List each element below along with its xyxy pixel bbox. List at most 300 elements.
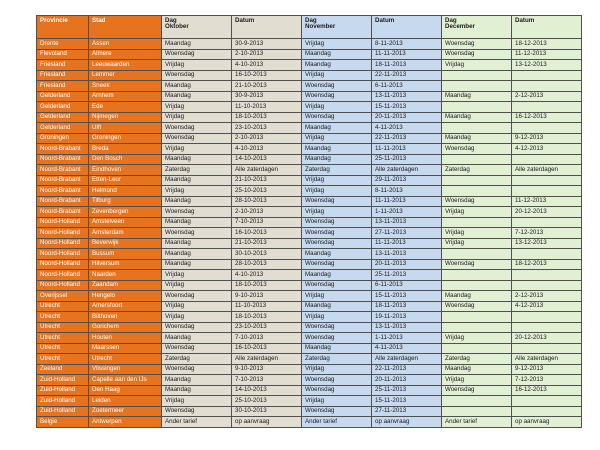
header-line1: Dag <box>445 17 457 24</box>
datum-november-cell: 15-11-2013 <box>372 291 442 302</box>
table-row <box>37 81 582 92</box>
dag-december-cell: Vrijdag <box>442 228 512 239</box>
stad-cell: Etten-Leur <box>89 175 162 186</box>
dag-november-cell: Maandag <box>302 123 372 134</box>
dag-november-cell: Vrijdag <box>302 186 372 197</box>
dag-november-cell: Maandag <box>302 270 372 281</box>
dag-november-cell: Maandag <box>302 144 372 155</box>
dag-december-cell: Maandag <box>442 91 512 102</box>
dag-december-cell <box>442 102 512 113</box>
datum-november-cell: 18-11-2013 <box>372 301 442 312</box>
dag-november-cell: Ander tarief <box>302 417 372 428</box>
dag-december-cell <box>442 406 512 417</box>
table-row <box>37 49 582 60</box>
dag-november-cell: Woensdag <box>302 385 372 396</box>
dag-december-cell: Woensdag <box>442 196 512 207</box>
header-cell-datum-december <box>512 16 582 39</box>
dag-december-cell: Woensdag <box>442 385 512 396</box>
table-row <box>37 39 582 50</box>
table-row <box>37 406 582 417</box>
datum-oktober-cell: 16-10-2013 <box>232 228 302 239</box>
table-row <box>37 396 582 407</box>
datum-november-cell: 25-11-2013 <box>372 154 442 165</box>
header-cell-datum-november <box>372 16 442 39</box>
datum-oktober-cell: 28-10-2013 <box>232 196 302 207</box>
datum-november-cell: 27-11-2013 <box>372 406 442 417</box>
provincie-cell: Gelderland <box>37 91 89 102</box>
dag-november-cell: Woensdag <box>302 375 372 386</box>
dag-december-cell <box>442 175 512 186</box>
stad-cell: Amsterdam <box>89 228 162 239</box>
dag-november-cell: Vrijdag <box>302 70 372 81</box>
dag-november-cell: Woensdag <box>302 322 372 333</box>
table-row <box>37 112 582 123</box>
dag-december-cell: Vrijdag <box>442 238 512 249</box>
dag-december-cell: Maandag <box>442 291 512 302</box>
datum-oktober-cell: 7-10-2013 <box>232 375 302 386</box>
datum-november-cell: 25-11-2013 <box>372 385 442 396</box>
dag-oktober-cell: Maandag <box>162 375 232 386</box>
dag-december-cell: Woensdag <box>442 49 512 60</box>
dag-december-cell <box>442 81 512 92</box>
dag-december-cell: Zaterdag <box>442 354 512 365</box>
dag-oktober-cell: Maandag <box>162 238 232 249</box>
table-row <box>37 375 582 386</box>
dag-oktober-cell: Maandag <box>162 154 232 165</box>
provincie-cell: Noord-Brabant <box>37 165 89 176</box>
datum-oktober-cell: 30-10-2013 <box>232 249 302 260</box>
datum-december-cell <box>512 81 582 92</box>
dag-december-cell: Woensdag <box>442 144 512 155</box>
dag-oktober-cell: Vrijdag <box>162 270 232 281</box>
dag-oktober-cell: Woensdag <box>162 70 232 81</box>
stad-cell: Almere <box>89 49 162 60</box>
header-cell-datum-oktober <box>232 16 302 39</box>
provincie-cell: Utrecht <box>37 354 89 365</box>
datum-oktober-cell: 2-10-2013 <box>232 133 302 144</box>
schedule-table-body <box>37 16 582 428</box>
dag-december-cell <box>442 396 512 407</box>
dag-december-cell <box>442 312 512 323</box>
stad-cell: Tilburg <box>89 196 162 207</box>
header-line2: December <box>445 23 475 31</box>
table-row <box>37 102 582 113</box>
stad-cell: Gorichem <box>89 322 162 333</box>
table-row <box>37 333 582 344</box>
dag-november-cell: Maandag <box>302 154 372 165</box>
stad-cell: Ulft <box>89 123 162 134</box>
datum-december-cell: Alle zaterdagen <box>512 165 582 176</box>
provincie-cell: Noord-Brabant <box>37 144 89 155</box>
datum-oktober-cell: 18-10-2013 <box>232 280 302 291</box>
stad-cell: Den Haag <box>89 385 162 396</box>
table-row <box>37 385 582 396</box>
datum-december-cell: 16-12-2013 <box>512 385 582 396</box>
dag-november-cell: Woensdag <box>302 112 372 123</box>
stad-cell: Zevenbergen <box>89 207 162 218</box>
datum-december-cell: 11-12-2013 <box>512 196 582 207</box>
datum-december-cell <box>512 396 582 407</box>
provincie-cell: Gelderland <box>37 123 89 134</box>
dag-december-cell: Vrijdag <box>442 375 512 386</box>
datum-december-cell: 2-12-2013 <box>512 91 582 102</box>
table-row <box>37 91 582 102</box>
datum-november-cell: 13-11-2013 <box>372 322 442 333</box>
dag-oktober-cell: Vrijdag <box>162 60 232 71</box>
dag-december-cell: Woensdag <box>442 39 512 50</box>
datum-oktober-cell: 7-10-2013 <box>232 333 302 344</box>
datum-oktober-cell: 21-10-2013 <box>232 175 302 186</box>
table-row <box>37 312 582 323</box>
datum-december-cell <box>512 70 582 81</box>
datum-oktober-cell: Alle zaterdagen <box>232 165 302 176</box>
table-row <box>37 301 582 312</box>
table-row <box>37 123 582 134</box>
datum-november-cell: 15-11-2013 <box>372 396 442 407</box>
datum-oktober-cell: 4-10-2013 <box>232 270 302 281</box>
dag-oktober-cell: Maandag <box>162 175 232 186</box>
datum-oktober-cell: 16-10-2013 <box>232 343 302 354</box>
table-row <box>37 133 582 144</box>
stad-cell: Assen <box>89 39 162 50</box>
header-cell-dag-oktober <box>162 16 232 39</box>
datum-november-cell: 13-11-2013 <box>372 91 442 102</box>
table-row <box>37 270 582 281</box>
datum-oktober-cell: 30-9-2013 <box>232 39 302 50</box>
datum-november-cell: 22-11-2013 <box>372 70 442 81</box>
stad-cell: Zaandam <box>89 280 162 291</box>
dag-december-cell: Woensdag <box>442 301 512 312</box>
datum-november-cell: op aanvraag <box>372 417 442 428</box>
datum-december-cell <box>512 270 582 281</box>
provincie-cell: Utrecht <box>37 301 89 312</box>
provincie-cell: Friesland <box>37 81 89 92</box>
table-row <box>37 291 582 302</box>
provincie-cell: Utrecht <box>37 312 89 323</box>
datum-oktober-cell: 4-10-2013 <box>232 60 302 71</box>
dag-oktober-cell: Vrijdag <box>162 280 232 291</box>
datum-december-cell: 16-12-2013 <box>512 112 582 123</box>
datum-oktober-cell: 4-10-2013 <box>232 144 302 155</box>
dag-oktober-cell: Woensdag <box>162 228 232 239</box>
dag-december-cell: Vrijdag <box>442 60 512 71</box>
datum-oktober-cell: 11-10-2013 <box>232 102 302 113</box>
dag-oktober-cell: Zaterdag <box>162 165 232 176</box>
dag-november-cell: Woensdag <box>302 196 372 207</box>
dag-oktober-cell: Woensdag <box>162 406 232 417</box>
dag-oktober-cell: Ander tarief <box>162 417 232 428</box>
dag-december-cell <box>442 249 512 260</box>
provincie-cell: Belgie <box>37 417 89 428</box>
table-row <box>37 217 582 228</box>
datum-oktober-cell: 25-10-2013 <box>232 186 302 197</box>
provincie-cell: Noord-Brabant <box>37 186 89 197</box>
datum-november-cell: 13-11-2013 <box>372 217 442 228</box>
stad-cell: Amstelveen <box>89 217 162 228</box>
dag-november-cell: Vrijdag <box>302 396 372 407</box>
datum-december-cell: 9-12-2013 <box>512 133 582 144</box>
datum-december-cell: 13-12-2013 <box>512 60 582 71</box>
provincie-cell: Noord-Holland <box>37 228 89 239</box>
datum-november-cell: 27-11-2013 <box>372 228 442 239</box>
provincie-cell: Utrecht <box>37 333 89 344</box>
stad-cell: Hengelo <box>89 291 162 302</box>
dag-december-cell <box>442 322 512 333</box>
datum-december-cell <box>512 280 582 291</box>
schedule-table <box>36 15 582 428</box>
datum-oktober-cell: 16-10-2013 <box>232 70 302 81</box>
datum-november-cell: 11-11-2013 <box>372 144 442 155</box>
dag-november-cell: Woensdag <box>302 280 372 291</box>
header-line1: Provincie <box>40 17 68 24</box>
dag-december-cell <box>442 280 512 291</box>
datum-november-cell: 11-11-2013 <box>372 196 442 207</box>
provincie-cell: Noord-Brabant <box>37 175 89 186</box>
stad-cell: Utrecht <box>89 354 162 365</box>
header-cell-dag-december <box>442 16 512 39</box>
dag-november-cell: Woensdag <box>302 406 372 417</box>
table-row <box>37 343 582 354</box>
header-line2: November <box>305 23 336 31</box>
header-cell-dag-november <box>302 16 372 39</box>
dag-november-cell: Maandag <box>302 301 372 312</box>
datum-november-cell: 18-11-2013 <box>372 60 442 71</box>
datum-november-cell: 15-11-2013 <box>372 102 442 113</box>
header-line1: Stad <box>92 17 106 24</box>
provincie-cell: Flevoland <box>37 49 89 60</box>
datum-november-cell: 20-11-2013 <box>372 112 442 123</box>
dag-oktober-cell: Maandag <box>162 249 232 260</box>
datum-november-cell: 4-11-2013 <box>372 123 442 134</box>
dag-oktober-cell: Vrijdag <box>162 102 232 113</box>
header-line2: Oktober <box>165 23 189 31</box>
dag-oktober-cell: Maandag <box>162 217 232 228</box>
header-line1: Datum <box>375 17 395 24</box>
stad-cell: Ede <box>89 102 162 113</box>
datum-oktober-cell: 9-10-2013 <box>232 291 302 302</box>
stad-cell: Houten <box>89 333 162 344</box>
provincie-cell: Noord-Holland <box>37 280 89 291</box>
datum-november-cell: 6-11-2013 <box>372 280 442 291</box>
datum-december-cell: 13-12-2013 <box>512 238 582 249</box>
stad-cell: Leeuwaarden <box>89 60 162 71</box>
dag-oktober-cell: Vrijdag <box>162 396 232 407</box>
dag-december-cell <box>442 343 512 354</box>
provincie-cell: Noord-Holland <box>37 259 89 270</box>
datum-december-cell: 4-12-2013 <box>512 144 582 155</box>
datum-december-cell <box>512 406 582 417</box>
stad-cell: Helmond <box>89 186 162 197</box>
dag-december-cell: Vrijdag <box>442 207 512 218</box>
dag-november-cell: Woensdag <box>302 259 372 270</box>
provincie-cell: Groningen <box>37 133 89 144</box>
stad-cell: Amersfoort <box>89 301 162 312</box>
dag-oktober-cell: Woensdag <box>162 49 232 60</box>
datum-november-cell: 4-11-2013 <box>372 343 442 354</box>
dag-november-cell: Vrijdag <box>302 364 372 375</box>
dag-november-cell: Vrijdag <box>302 312 372 323</box>
datum-november-cell: 29-11-2013 <box>372 175 442 186</box>
dag-november-cell: Vrijdag <box>302 175 372 186</box>
dag-oktober-cell: Maandag <box>162 81 232 92</box>
datum-november-cell: Alle zaterdagen <box>372 354 442 365</box>
dag-november-cell: Woensdag <box>302 228 372 239</box>
dag-oktober-cell: Woensdag <box>162 343 232 354</box>
dag-oktober-cell: Woensdag <box>162 207 232 218</box>
dag-december-cell: Zaterdag <box>442 165 512 176</box>
provincie-cell: Noord-Holland <box>37 249 89 260</box>
dag-november-cell: Maandag <box>302 49 372 60</box>
header-line1: Dag <box>305 17 317 24</box>
dag-november-cell: Zaterdag <box>302 165 372 176</box>
datum-oktober-cell: 14-10-2013 <box>232 154 302 165</box>
header-row <box>37 16 582 39</box>
provincie-cell: Noord-Holland <box>37 217 89 228</box>
datum-december-cell: 18-12-2013 <box>512 39 582 50</box>
provincie-cell: Drente <box>37 39 89 50</box>
table-row <box>37 228 582 239</box>
dag-november-cell: Maandag <box>302 249 372 260</box>
datum-november-cell: 6-11-2013 <box>372 81 442 92</box>
datum-december-cell <box>512 343 582 354</box>
dag-oktober-cell: Maandag <box>162 196 232 207</box>
header-line1: Datum <box>515 17 535 24</box>
stad-cell: Breda <box>89 144 162 155</box>
datum-december-cell <box>512 102 582 113</box>
datum-oktober-cell: Alle zaterdagen <box>232 354 302 365</box>
datum-oktober-cell: op aanvraag <box>232 417 302 428</box>
dag-oktober-cell: Vrijdag <box>162 144 232 155</box>
datum-november-cell: 25-11-2013 <box>372 270 442 281</box>
datum-november-cell: 1-11-2013 <box>372 333 442 344</box>
stad-cell: Eindhoven <box>89 165 162 176</box>
stad-cell: Hilversum <box>89 259 162 270</box>
table-row <box>37 417 582 428</box>
datum-oktober-cell: 21-10-2013 <box>232 81 302 92</box>
datum-oktober-cell: 7-10-2013 <box>232 217 302 228</box>
datum-december-cell <box>512 154 582 165</box>
dag-november-cell: Woensdag <box>302 91 372 102</box>
datum-december-cell: Alle zaterdagen <box>512 354 582 365</box>
dag-november-cell: Vrijdag <box>302 39 372 50</box>
table-row <box>37 207 582 218</box>
datum-december-cell <box>512 186 582 197</box>
datum-oktober-cell: 11-10-2013 <box>232 301 302 312</box>
provincie-cell: Friesland <box>37 60 89 71</box>
table-row <box>37 354 582 365</box>
dag-november-cell: Woensdag <box>302 81 372 92</box>
provincie-cell: Friesland <box>37 70 89 81</box>
datum-oktober-cell: 23-10-2013 <box>232 123 302 134</box>
datum-november-cell: 20-11-2013 <box>372 375 442 386</box>
dag-november-cell: Vrijdag <box>302 291 372 302</box>
table-row <box>37 60 582 71</box>
datum-november-cell: 22-11-2013 <box>372 364 442 375</box>
stad-cell: Bilthoven <box>89 312 162 323</box>
header-cell-provincie <box>37 16 89 39</box>
datum-december-cell: 11-12-2013 <box>512 49 582 60</box>
datum-november-cell: 8-11-2013 <box>372 186 442 197</box>
dag-december-cell <box>442 70 512 81</box>
datum-november-cell: 19-11-2013 <box>372 312 442 323</box>
stad-cell: Bussum <box>89 249 162 260</box>
stad-cell: Naarden <box>89 270 162 281</box>
provincie-cell: Noord-Holland <box>37 270 89 281</box>
datum-december-cell: 7-12-2013 <box>512 375 582 386</box>
table-row <box>37 175 582 186</box>
stad-cell: Zoetermeer <box>89 406 162 417</box>
stad-cell: Sneek <box>89 81 162 92</box>
datum-oktober-cell: 28-10-2013 <box>232 259 302 270</box>
stad-cell: Vlissingen <box>89 364 162 375</box>
dag-oktober-cell: Maandag <box>162 385 232 396</box>
provincie-cell: Zeeland <box>37 364 89 375</box>
datum-december-cell <box>512 249 582 260</box>
provincie-cell: Utrecht <box>37 343 89 354</box>
stad-cell: Nijmegen <box>89 112 162 123</box>
datum-november-cell: 22-11-2013 <box>372 133 442 144</box>
dag-november-cell: Zaterdag <box>302 354 372 365</box>
datum-december-cell: 20-12-2013 <box>512 207 582 218</box>
dag-november-cell: Vrijdag <box>302 133 372 144</box>
dag-december-cell <box>442 123 512 134</box>
dag-oktober-cell: Zaterdag <box>162 354 232 365</box>
dag-oktober-cell: Maandag <box>162 333 232 344</box>
datum-november-cell: Alle zaterdagen <box>372 165 442 176</box>
dag-oktober-cell: Maandag <box>162 39 232 50</box>
dag-oktober-cell: Maandag <box>162 91 232 102</box>
provincie-cell: Zuid-Holland <box>37 385 89 396</box>
datum-december-cell <box>512 123 582 134</box>
dag-oktober-cell: Vrijdag <box>162 186 232 197</box>
datum-december-cell: 20-12-2013 <box>512 333 582 344</box>
table-row <box>37 196 582 207</box>
provincie-cell: Zuid-Holland <box>37 406 89 417</box>
stad-cell: Groningen <box>89 133 162 144</box>
dag-december-cell <box>442 186 512 197</box>
table-row <box>37 259 582 270</box>
table-row <box>37 165 582 176</box>
dag-oktober-cell: Vrijdag <box>162 301 232 312</box>
provincie-cell: Noord-Brabant <box>37 154 89 165</box>
datum-oktober-cell: 21-10-2013 <box>232 238 302 249</box>
table-row <box>37 186 582 197</box>
datum-december-cell <box>512 312 582 323</box>
header-line1: Dag <box>165 17 177 24</box>
datum-oktober-cell: 2-10-2013 <box>232 49 302 60</box>
stad-cell: Arnhem <box>89 91 162 102</box>
datum-december-cell: 4-12-2013 <box>512 301 582 312</box>
datum-november-cell: 11-11-2013 <box>372 49 442 60</box>
dag-oktober-cell: Woensdag <box>162 133 232 144</box>
table-row <box>37 70 582 81</box>
dag-december-cell <box>442 217 512 228</box>
datum-december-cell: 2-12-2013 <box>512 291 582 302</box>
header-line1: Datum <box>235 17 255 24</box>
datum-november-cell: 11-11-2013 <box>372 238 442 249</box>
dag-december-cell: Maandag <box>442 112 512 123</box>
dag-december-cell <box>442 270 512 281</box>
provincie-cell: Noord-Brabant <box>37 207 89 218</box>
datum-december-cell: op aanvraag <box>512 417 582 428</box>
dag-november-cell: Vrijdag <box>302 102 372 113</box>
dag-november-cell: Woensdag <box>302 238 372 249</box>
datum-november-cell: 1-11-2013 <box>372 207 442 218</box>
table-row <box>37 280 582 291</box>
dag-oktober-cell: Maandag <box>162 259 232 270</box>
datum-oktober-cell: 14-10-2013 <box>232 385 302 396</box>
table-row <box>37 364 582 375</box>
